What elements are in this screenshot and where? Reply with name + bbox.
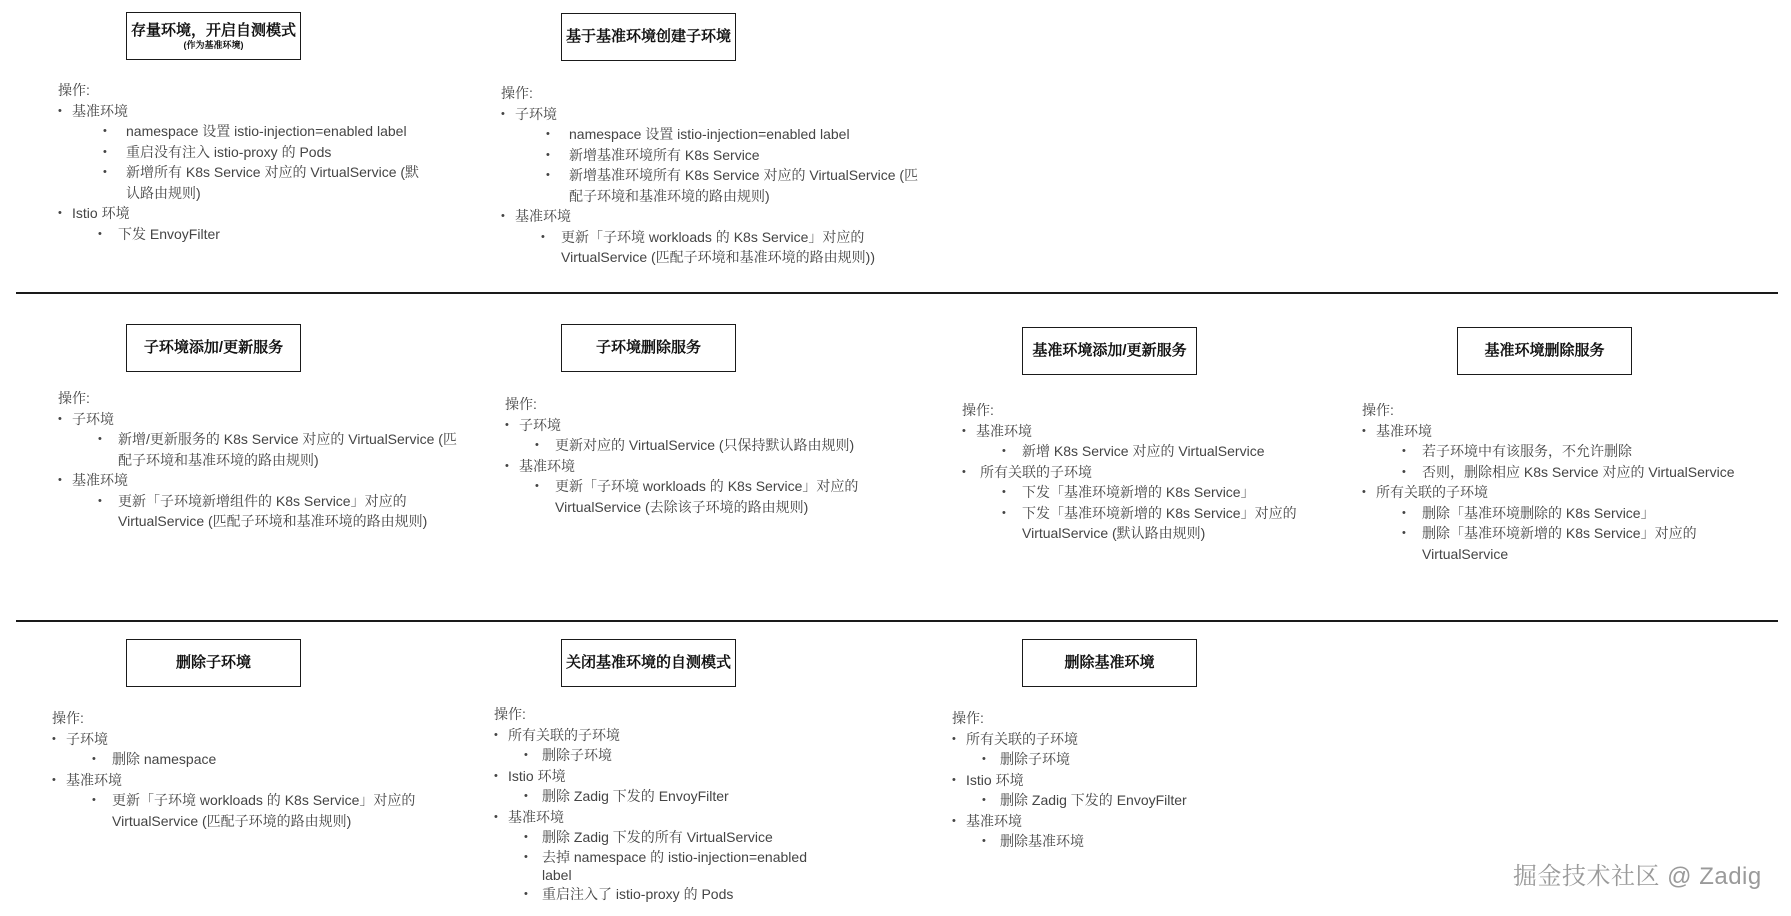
step-title: 关闭基准环境的自测模式 <box>565 654 731 671</box>
row-divider-1 <box>16 292 1778 294</box>
ops-list-enable-self-test <box>58 80 458 244</box>
step-box-enable-self-test <box>126 12 301 60</box>
ops-item: • 更新「子环境新增组件的 K8s Service」对应的 <box>58 491 478 512</box>
ops-item: • 下发「基准环境新增的 K8s Service」对应的 <box>962 503 1322 524</box>
ops-item: • 重启注入了 istio-proxy 的 Pods <box>494 884 894 905</box>
step-title: 存量环境，开启自测模式 <box>130 21 296 39</box>
ops-item: • 删除 Zadig 下发的所有 VirtualService <box>494 827 894 848</box>
step-box-disable-self-test <box>561 639 736 687</box>
step-box-delete-base-env <box>1022 639 1197 687</box>
ops-list-delete-base-env <box>952 708 1352 852</box>
step-box-base-env-add-service <box>1022 327 1197 375</box>
ops-list-base-env-add-service <box>962 400 1322 544</box>
ops-item: • 去掉 namespace 的 istio-injection=enabled <box>494 848 894 866</box>
ops-list-sub-env-delete-service <box>505 394 905 517</box>
ops-group: • Istio 环境 <box>952 770 1352 791</box>
ops-item: • 删除 Zadig 下发的 EnvoyFilter <box>494 786 894 807</box>
ops-item-cont: 配子环境和基准环境的路由规则) <box>569 187 770 204</box>
ops-item: • 下发 EnvoyFilter <box>58 224 458 245</box>
ops-item-cont: VirtualService (匹配子环境和基准环境的路由规则)) <box>561 249 875 265</box>
ops-item-cont: VirtualService (匹配子环境的路由规则) <box>112 812 352 829</box>
ops-group: • 基准环境 <box>494 807 894 828</box>
ops-item: • 删除「基准环境新增的 K8s Service」对应的 <box>1362 523 1782 544</box>
ops-group: • 基准环境 <box>1362 421 1782 442</box>
ops-item: • 重启没有注入 istio-proxy 的 Pods <box>58 142 458 163</box>
step-subtitle: (作为基准环境) <box>183 39 244 50</box>
watermark: 掘金技术社区 @ Zadig <box>1513 863 1762 890</box>
ops-item: • 新增基准环境所有 K8s Service 对应的 VirtualService (匹 <box>501 165 941 186</box>
step-title: 删除子环境 <box>175 654 251 671</box>
ops-item: • 新增所有 K8s Service 对应的 VirtualService (默 <box>58 162 458 183</box>
ops-group: • 基准环境 <box>962 421 1322 442</box>
ops-group: • 所有关联的子环境 <box>962 462 1322 483</box>
ops-item-cont: VirtualService (匹配子环境和基准环境的路由规则) <box>118 513 428 529</box>
row-divider-2 <box>16 620 1778 622</box>
step-box-base-env-delete-service <box>1457 327 1632 375</box>
ops-list-delete-sub-env <box>52 708 452 831</box>
ops-group: • 基准环境 <box>58 470 478 491</box>
step-box-sub-env-add-service <box>126 324 301 372</box>
ops-item-cont: label <box>542 866 572 883</box>
ops-item: • 否则，删除相应 K8s Service 对应的 VirtualService <box>1362 462 1782 483</box>
ops-item: • 下发「基准环境新增的 K8s Service」 <box>962 482 1322 503</box>
ops-group: • 所有关联的子环境 <box>1362 482 1782 503</box>
step-box-create-sub-env <box>561 13 736 61</box>
ops-item: • 更新「子环境 workloads 的 K8s Service」对应的 <box>505 476 905 497</box>
ops-item-cont: VirtualService (默认路由规则) <box>1022 525 1206 541</box>
ops-item: • 新增基准环境所有 K8s Service <box>501 145 941 166</box>
ops-group: • Istio 环境 <box>494 766 894 787</box>
step-title: 子环境添加/更新服务 <box>143 339 284 356</box>
ops-item: • 删除 namespace <box>52 749 452 770</box>
ops-heading: 操作: <box>52 710 84 726</box>
ops-heading: 操作: <box>962 402 994 418</box>
ops-group: • 子环境 <box>52 729 452 750</box>
ops-heading: 操作: <box>58 82 90 98</box>
step-title: 基准环境添加/更新服务 <box>1032 342 1187 359</box>
ops-group: • 基准环境 <box>52 770 452 791</box>
ops-list-base-env-delete-service <box>1362 400 1782 564</box>
ops-heading: 操作: <box>494 706 526 722</box>
ops-heading: 操作: <box>952 710 984 726</box>
ops-item: • 若子环境中有该服务，不允许删除 <box>1362 441 1782 462</box>
step-title: 基准环境删除服务 <box>1484 342 1605 359</box>
ops-group: • 基准环境 <box>952 811 1352 832</box>
step-title: 删除基准环境 <box>1064 654 1155 671</box>
ops-heading: 操作: <box>58 390 90 406</box>
ops-item-cont: VirtualService (去除该子环境的路由规则) <box>555 498 809 515</box>
ops-item: • 删除基准环境 <box>952 831 1352 852</box>
ops-group: • 子环境 <box>58 409 478 430</box>
ops-group: • 基准环境 <box>58 101 458 122</box>
ops-item: • namespace 设置 istio-injection=enabled label <box>501 124 941 145</box>
ops-group: • 所有关联的子环境 <box>952 729 1352 750</box>
ops-item: • 删除 Zadig 下发的 EnvoyFilter <box>952 790 1352 811</box>
ops-heading: 操作: <box>501 85 533 101</box>
ops-item-cont: 认路由规则) <box>126 184 201 201</box>
ops-group: • 基准环境 <box>501 206 941 227</box>
ops-heading: 操作: <box>505 396 537 412</box>
ops-item-cont: VirtualService <box>1422 545 1509 562</box>
ops-item: • 新增/更新服务的 K8s Service 对应的 VirtualService (匹 <box>58 429 478 450</box>
step-box-sub-env-delete-service <box>561 324 736 372</box>
ops-group: • 所有关联的子环境 <box>494 725 894 746</box>
ops-heading: 操作: <box>1362 402 1394 418</box>
ops-item-cont: 配子环境和基准环境的路由规则) <box>118 451 319 468</box>
ops-group: • Istio 环境 <box>58 203 458 224</box>
ops-group: • 子环境 <box>505 415 905 436</box>
ops-item: • 新增 K8s Service 对应的 VirtualService <box>962 441 1322 462</box>
ops-list-create-sub-env <box>501 83 941 268</box>
ops-item: • 删除子环境 <box>494 745 894 766</box>
ops-item: • 删除子环境 <box>952 749 1352 770</box>
ops-item: • 更新「子环境 workloads 的 K8s Service」对应的 <box>501 227 941 248</box>
ops-item: • namespace 设置 istio-injection=enabled label <box>58 121 458 142</box>
step-title: 子环境删除服务 <box>595 339 701 356</box>
step-title: 基于基准环境创建子环境 <box>565 28 731 45</box>
step-box-delete-sub-env <box>126 639 301 687</box>
ops-list-disable-self-test <box>494 704 894 904</box>
ops-list-sub-env-add-service <box>58 388 478 532</box>
ops-item: • 更新对应的 VirtualService (只保持默认路由规则) <box>505 435 905 456</box>
ops-item: • 更新「子环境 workloads 的 K8s Service」对应的 <box>52 790 452 811</box>
ops-group: • 基准环境 <box>505 456 905 477</box>
ops-item: • 删除「基准环境删除的 K8s Service」 <box>1362 503 1782 524</box>
ops-group: • 子环境 <box>501 104 941 125</box>
